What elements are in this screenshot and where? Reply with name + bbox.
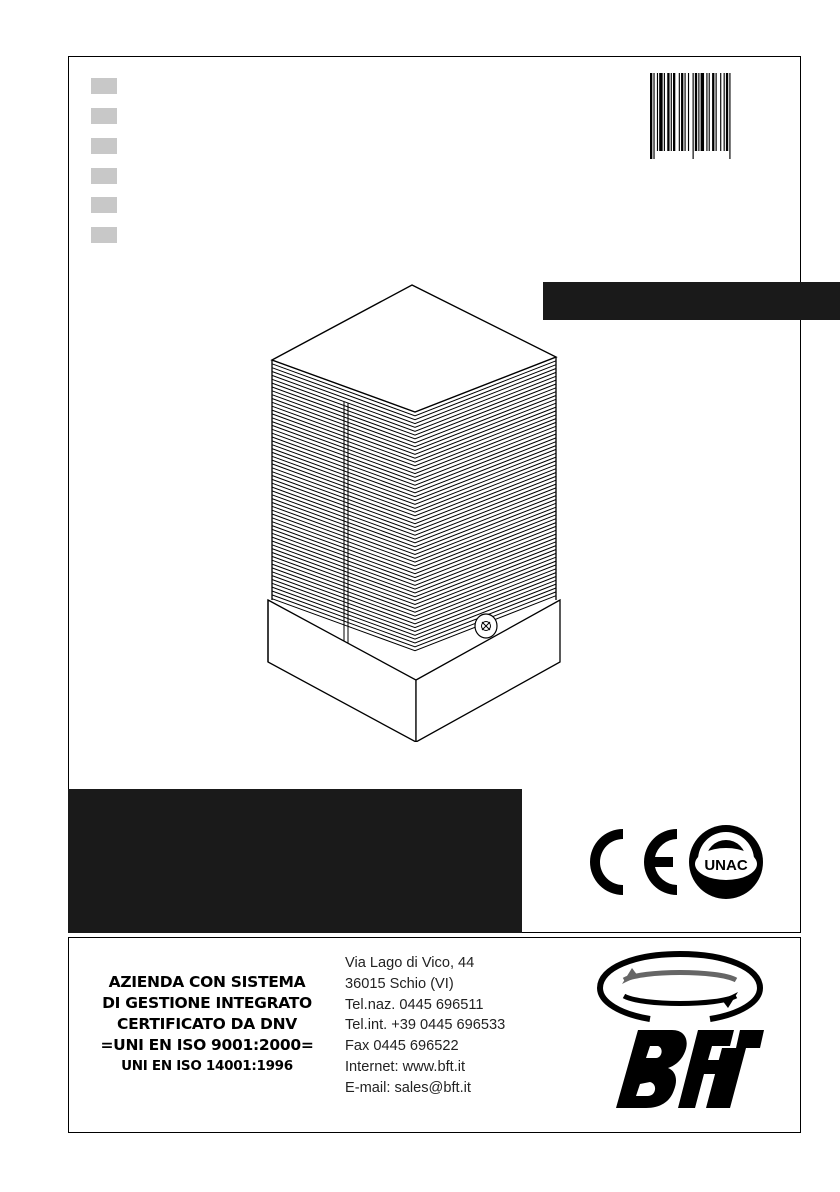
cert-line: CERTIFICATO DA DNV	[117, 1015, 297, 1033]
language-flag-placeholder	[91, 227, 117, 243]
language-flag-placeholder	[91, 78, 117, 94]
unac-logo-icon	[688, 824, 764, 900]
cert-line: UNI EN ISO 14001:1996	[121, 1058, 293, 1074]
barcode	[648, 73, 766, 159]
product-illustration	[262, 282, 572, 742]
contact-address: Via Lago di Vico, 44	[345, 955, 475, 971]
black-label-box	[68, 789, 522, 933]
barcode-bar	[701, 73, 704, 151]
unac-text: UNAC	[704, 857, 748, 874]
barcode-bar	[681, 73, 683, 151]
title-bar	[543, 282, 840, 320]
language-flag-placeholder	[91, 108, 117, 124]
language-flag-placeholder	[91, 197, 117, 213]
certification-block	[82, 972, 332, 1077]
barcode-bar	[709, 73, 710, 151]
barcode-bar	[679, 73, 680, 151]
contact-tel-int: Tel.int. +39 0445 696533	[345, 1017, 506, 1034]
barcode-bar	[657, 73, 658, 151]
barcode-bar	[653, 73, 654, 159]
screw-icon	[475, 614, 497, 638]
barcode-bar	[724, 73, 725, 151]
contact-tel-naz: Tel.naz. 0445 696511	[345, 996, 484, 1013]
barcode-bar	[720, 73, 721, 151]
language-flag-placeholder	[91, 168, 117, 184]
cert-line: =UNI EN ISO 9001:2000=	[100, 1036, 314, 1054]
contact-email[interactable]: E-mail: sales@bft.it	[345, 1079, 471, 1096]
contact-city: 36015 Schio (VI)	[345, 975, 454, 992]
barcode-bar	[671, 73, 672, 151]
barcode-bar	[667, 73, 669, 151]
contact-fax: Fax 0445 696522	[345, 1038, 459, 1055]
cert-line: DI GESTIONE INTEGRATO	[102, 994, 312, 1012]
barcode-bar	[695, 73, 697, 151]
barcode-bar	[693, 73, 694, 159]
barcode-bar	[673, 73, 675, 151]
barcode-bar	[688, 73, 689, 151]
barcode-bar	[726, 73, 728, 151]
barcode-bar	[706, 73, 707, 151]
contact-block	[345, 953, 505, 1099]
language-flag-placeholder	[91, 138, 117, 154]
barcode-bar	[716, 73, 717, 151]
barcode-bar	[664, 73, 665, 151]
barcode-bar	[650, 73, 652, 159]
cert-line: AZIENDA CON SISTEMA	[108, 973, 306, 991]
barcode-bar	[685, 73, 686, 151]
bft-logo-icon	[594, 948, 766, 1113]
ce-mark-icon	[583, 823, 683, 901]
barcode-bar	[698, 73, 699, 151]
contact-internet[interactable]: Internet: www.bft.it	[345, 1058, 466, 1075]
barcode-bar	[729, 73, 730, 159]
barcode-bar	[712, 73, 714, 151]
barcode-bar	[659, 73, 662, 151]
